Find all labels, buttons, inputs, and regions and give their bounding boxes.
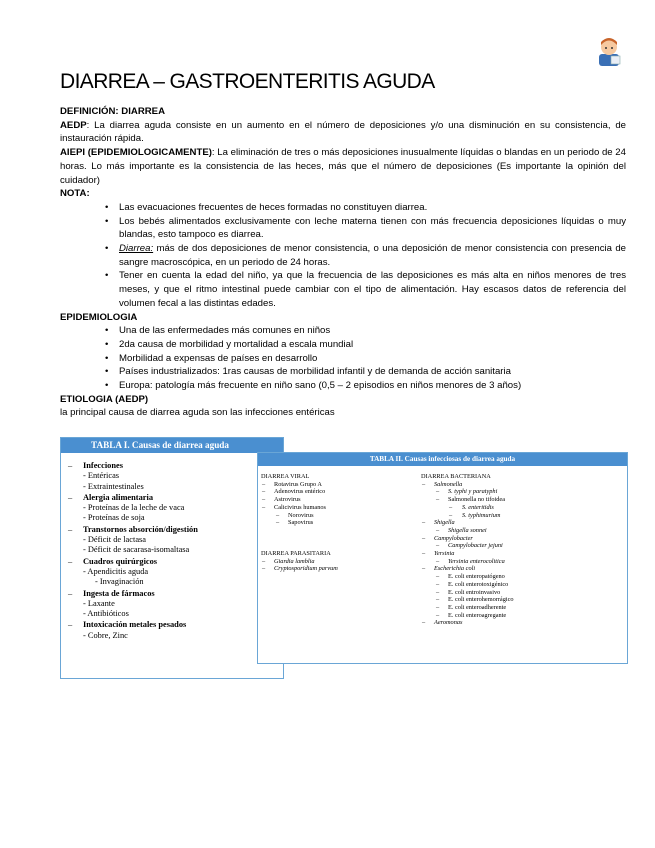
bact-subsub-label: S. typhimurium xyxy=(462,511,501,519)
document-body xyxy=(60,105,626,420)
bact-label: Yersinia xyxy=(434,550,455,558)
dash: – xyxy=(262,565,266,573)
spacer xyxy=(261,527,411,550)
bact-sub-label: E. coli enterotoxigénico xyxy=(448,580,509,588)
viral-item xyxy=(261,504,411,512)
bact-item xyxy=(421,619,621,627)
group-title: Transtornos absorción/digestión xyxy=(83,524,198,534)
parasit-item xyxy=(261,558,411,566)
diarrea-term: Diarrea: xyxy=(119,243,154,255)
tabla-2-col-left xyxy=(261,473,411,573)
bact-subitem xyxy=(421,604,621,612)
viral-item xyxy=(261,488,411,496)
tabla-2-col-right xyxy=(421,473,621,627)
viral-title: DIARREA VIRAL xyxy=(261,473,310,480)
group-title: Ingesta de fármacos xyxy=(83,588,155,598)
bact-sub-label: Shigella sonnei xyxy=(448,526,487,534)
group-item: - Proteínas de soja xyxy=(83,513,145,523)
viral-subitem xyxy=(261,512,411,520)
group-title: Alergia alimentaria xyxy=(83,492,154,502)
dash: – xyxy=(68,461,73,470)
tabla-1-group xyxy=(68,493,283,524)
bact-label: Campylobacter xyxy=(434,534,473,542)
bact-subitem xyxy=(421,558,621,566)
parasit-item xyxy=(261,565,411,573)
group-item: - Entéricas xyxy=(83,471,120,481)
bact-label: Escherichia coli xyxy=(434,565,476,573)
bact-subitem xyxy=(421,573,621,581)
dash: – xyxy=(68,524,73,534)
dash: – xyxy=(422,619,426,627)
bact-subitem xyxy=(421,596,621,604)
epidemiologia-heading: EPIDEMIOLOGIA xyxy=(60,311,138,323)
dash: – xyxy=(262,480,266,488)
dash: – xyxy=(436,542,440,550)
bact-item xyxy=(421,565,621,573)
nota-item-diarrea xyxy=(119,242,626,269)
aiepi-text: : La eliminación de tres o más deposiciones inusualmente líquidas o blandas en un periodo de 24 horas. Lo más importante es la consistencia de las heces, más que el número de deposiciones (Es importante la opinión del cuidador) xyxy=(60,147,626,186)
bact-label: Aeromonas xyxy=(434,619,463,627)
bact-label: Salmonella xyxy=(434,480,463,488)
group-item: - Cobre, Zinc xyxy=(83,630,128,640)
tabla-2-title: TABLA II. Causas infecciosas de diarrea aguda xyxy=(258,453,627,466)
bact-sub-label: Yersinia enterocolitica xyxy=(448,557,505,565)
epidemiologia-item: • Países industrializados: 1ras causas de morbilidad infantil y de demanda de acción sanitaria xyxy=(119,365,626,379)
nota-list xyxy=(60,201,626,311)
dash: – xyxy=(68,588,73,598)
bact-subitem xyxy=(421,488,621,496)
dash: – xyxy=(436,596,440,604)
bact-item xyxy=(421,481,621,489)
bact-subsubitem xyxy=(421,504,621,512)
tabla-2 xyxy=(257,452,628,664)
dash: – xyxy=(68,492,73,502)
dash: – xyxy=(68,556,73,566)
nota-item: • Las evacuaciones frecuentes de heces formadas no constituyen diarrea. xyxy=(119,201,626,215)
viral-sub-label: Norovirus xyxy=(288,511,314,519)
dash: – xyxy=(68,620,73,630)
dash: – xyxy=(276,511,280,519)
parasit-title: DIARREA PARASITARIA xyxy=(261,549,331,557)
dash: – xyxy=(262,496,266,504)
viral-sub-label: Sapovirus xyxy=(288,519,314,527)
dash: – xyxy=(436,557,440,565)
group-title: Cuadros quirúrgicos xyxy=(83,556,158,566)
bact-sub-label: E. coli enterohemorrágico xyxy=(448,596,514,604)
parasit-label: Cryptosporidium parvum xyxy=(274,565,338,573)
tabla-1-group xyxy=(68,557,283,588)
viral-label: Calicivirus humanos xyxy=(274,503,326,511)
bact-sub-label: E. coli enteroagregante xyxy=(448,611,507,619)
viral-item xyxy=(261,481,411,489)
dash: – xyxy=(262,488,266,496)
dash: – xyxy=(436,580,440,588)
etiologia-intro: la principal causa de diarrea aguda son las infecciones entéricas xyxy=(60,407,335,419)
bact-sub-label: E. coli entroinvasivo xyxy=(448,588,501,596)
dash: – xyxy=(262,503,266,511)
bact-sub-label: E. coli enteroadherente xyxy=(448,603,507,611)
group-item: - Déficit de sacarasa-isomaltasa xyxy=(83,545,190,555)
viral-subitem xyxy=(261,519,411,527)
bact-sub-label: E. coli enteropatógeno xyxy=(448,573,505,581)
tabla-1-group xyxy=(68,461,283,492)
dash: – xyxy=(436,603,440,611)
group-item: - Antibióticos xyxy=(83,609,129,619)
group-subitem: - Invaginación xyxy=(95,577,144,587)
group-item: - Laxante xyxy=(83,598,115,608)
aedp-label: AEDP xyxy=(60,119,87,131)
dash: – xyxy=(422,565,426,573)
bact-item xyxy=(421,550,621,558)
dash: – xyxy=(436,611,440,619)
aedp-paragraph xyxy=(60,119,626,146)
bact-subitem xyxy=(421,581,621,589)
tabla-1-group xyxy=(68,589,283,620)
group-item: - Apendicitis aguda xyxy=(83,566,149,576)
tabla-1-group xyxy=(68,525,283,556)
aiepi-label: AIEPI (EPIDEMIOLOGICAMENTE) xyxy=(60,147,212,159)
bact-item xyxy=(421,519,621,527)
group-title: Infecciones xyxy=(83,461,124,470)
epidemiologia-item: • Europa: patología más frecuente en niño sano (0,5 – 2 episodios en niños menores de 3 años) xyxy=(119,379,626,393)
parasit-label: Giardia lamblia xyxy=(274,557,315,565)
dash: – xyxy=(422,480,426,488)
dash: – xyxy=(422,534,426,542)
bact-subitem xyxy=(421,589,621,597)
definicion-heading: DEFINICIÓN: DIARREA xyxy=(60,106,165,117)
bact-subitem xyxy=(421,542,621,550)
viral-label: Adenovirus entérico xyxy=(274,488,326,496)
group-item: - Proteínas de la leche de vaca xyxy=(83,503,185,513)
group-item: - Extraintestinales xyxy=(83,481,144,491)
nota-item: • Los bebés alimentados exclusivamente con leche materna tienen con más frecuencia deposiciones líquidas o muy blandas, esto tampoco es diarrea. xyxy=(119,215,626,242)
epidemiologia-list xyxy=(60,324,626,393)
bact-label: Shigella xyxy=(434,519,455,527)
nota-item: • Tener en cuenta la edad del niño, ya que la frecuencia de las deposiciones es más alta en niños menores de tres meses, y que el ritmo intestinal puede cambiar con el tipo de alimentación. Hay escasos datos de referencia del volumen fecal a las distintas edades. xyxy=(119,269,626,310)
dash: – xyxy=(422,519,426,527)
page-title: DIARREA – GASTROENTERITIS AGUDA xyxy=(60,70,435,93)
bact-sub-label: Salmonella no tifoidea xyxy=(448,496,506,504)
aiepi-paragraph xyxy=(60,146,626,187)
tabla-1-body xyxy=(61,453,283,641)
dash: – xyxy=(276,519,280,527)
bact-subsubitem xyxy=(421,512,621,520)
nota-heading: NOTA: xyxy=(60,188,90,200)
bact-subitem xyxy=(421,496,621,504)
tabla-1-group xyxy=(68,620,283,641)
viral-label: Astrovirus xyxy=(274,496,301,504)
viral-label: Rotavirus Grupo A xyxy=(274,480,322,488)
bact-sub-label: Campylobacter jejuni xyxy=(448,542,503,550)
student-avatar-icon xyxy=(596,36,622,66)
bact-item xyxy=(421,535,621,543)
dash: – xyxy=(436,488,440,496)
dash: – xyxy=(262,557,266,565)
dash: – xyxy=(436,496,440,504)
bact-sub-label: S. typhi y paratyphi xyxy=(448,488,498,496)
dash: – xyxy=(436,526,440,534)
viral-item xyxy=(261,496,411,504)
dash: – xyxy=(436,573,440,581)
bact-title: DIARREA BACTERIANA xyxy=(421,473,491,480)
dash: – xyxy=(449,511,453,519)
epidemiologia-item: • 2da causa de morbilidad y mortalidad a escala mundial xyxy=(119,338,626,352)
bact-subsub-label: S. enteritidis xyxy=(462,503,494,511)
dash: – xyxy=(436,588,440,596)
bact-subitem xyxy=(421,527,621,535)
dash: – xyxy=(422,550,426,558)
tabla-1-title: TABLA I. Causas de diarrea aguda xyxy=(61,438,283,453)
etiologia-heading: ETIOLOGIA (AEDP) xyxy=(60,393,149,405)
dash: – xyxy=(449,503,453,511)
bact-subitem xyxy=(421,612,621,620)
epidemiologia-item: • Una de las enfermedades más comunes en niños xyxy=(119,324,626,338)
group-item: - Déficit de lactasa xyxy=(83,535,147,545)
diarrea-definition: más de dos deposiciones de menor consistencia, o una deposición de menor consistencia con presencia de sangre macroscópica, en un periodo de 24 horas. xyxy=(119,243,626,268)
tabla-1 xyxy=(60,437,284,679)
aedp-text: : La diarrea aguda consiste en un aumento en el número de deposiciones y/o una disminución en su consistencia, de instauración rápida. xyxy=(60,119,626,145)
epidemiologia-item: • Morbilidad a expensas de países en desarrollo xyxy=(119,352,626,366)
group-title: Intoxicación metales pesados xyxy=(83,620,187,630)
